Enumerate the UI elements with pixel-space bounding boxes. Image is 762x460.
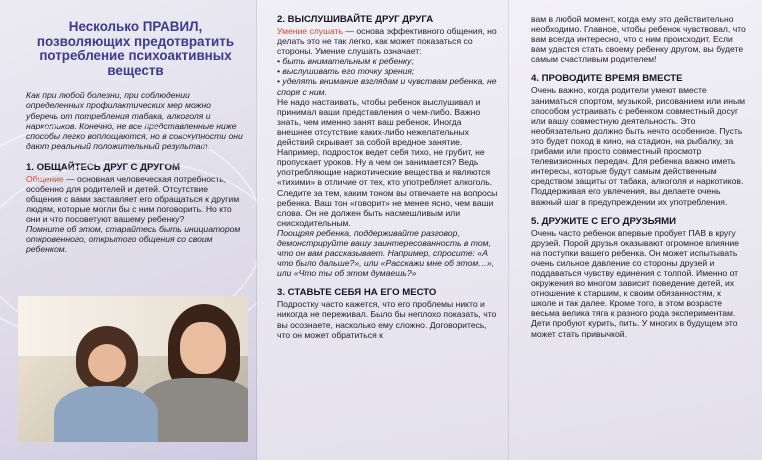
section-1-body: — основная человеческая потребность, особенно для родителей и детей. Отсутствие общения с вами заставляет его обращаться к другим людям, которые могли бы с ним поговорить. Но кто они и что посоветуют вашему ребенку? — [26, 173, 240, 225]
section-1-italic: Помните об этом, старайтесь быть инициатором откровенного, открытого общения со своим ребенком. — [26, 224, 241, 255]
section-2-text — [277, 26, 499, 56]
section-2-accent: Умение слушать — [277, 26, 343, 36]
section-2-bullets — [277, 56, 499, 96]
middle-panel — [257, 0, 509, 460]
list-item: • уделять внимание взглядам и чувствам ребенка, не споря с ним. — [277, 76, 497, 97]
leaflet-title: Несколько ПРАВИЛ, позволяющих предотвратить потребление психоактивных веществ — [36, 19, 235, 78]
section-3-continued: вам в любой момент, когда ему это действительно необходимо. Главное, чтобы ребенок чувствовал, что вам всегда интересно, что с ним происходит. Если вам удастся стать своему ребенку другом, вы будете самым счастливым родителем! — [531, 14, 746, 65]
mother-daughter-photo — [18, 296, 248, 442]
right-panel — [509, 0, 762, 460]
section-5-heading: 5. ДРУЖИТЕ С ЕГО ДРУЗЬЯМИ — [531, 215, 677, 227]
section-4-text: Очень важно, когда родители умеют вместе заниматься спортом, музыкой, рисованием или иным способом устраивать с ребенком совместный досуг или вашу совместную деятельность. Это необязательно должно быть нечто особенное. Пусть это будет поход в кино, на стадион, на рыбалку, за грибами или просто совместный просмотр телевизионных передач. Для ребенка важно иметь интересы, которые будут самым действенным средством защиты от табака, алкоголя и наркотиков. Поддерживая его увлечения, вы делаете очень важный шаг в предупреждении их употребления. — [531, 85, 746, 207]
section-1-text — [26, 174, 245, 224]
section-2-heading: 2. ВЫСЛУШИВАЙТЕ ДРУГ ДРУГА — [277, 14, 434, 25]
section-3-text: Подростку часто кажется, что его проблемы никто и никогда не переживал. Было бы неплохо показать, что вы осознаете, насколько ему сложно. Договоритесь, что он может обратиться к — [277, 299, 497, 340]
section-5-text: Очень часто ребенок впервые пробует ПАВ в кругу друзей. Порой друзья оказывают огромное влияние на поступки вашего ребенка. Он может испытывать очень сильное давление со стороны друзей и поддаваться чувству единения с толпой. Именно от окружения во многом зависит поведение детей, их отношение к старшим, к своим обязанностям, к школе и так далее. Кроме того, в этом возрасте весьма велика тяга к разного рода экспериментам. Дети пробуют курить, пить. У многих в будущем это может стать привычкой. — [531, 227, 739, 339]
section-2-body: — основа эффективного общения, но делать это не так легко, как может показаться со стороны. Умение слушать означает: — [277, 26, 497, 57]
section-3-heading: 3. СТАВЬТЕ СЕБЯ НА ЕГО МЕСТО — [277, 287, 437, 299]
left-panel — [0, 0, 257, 460]
list-item: • быть внимательным к ребенку; — [277, 56, 414, 67]
section-2-italic: Поощряя ребенка, поддерживайте разговор, демонстрируйте вашу заинтересованность в том, что он вам рассказывает. Например, спросите: «А что было дальше?», или «Расскажи мне об этом…», или «Что ты об этом думаешь?» — [277, 227, 494, 279]
section-2-text-2: Не надо настаивать, чтобы ребенок выслушивал и принимал ваши представления о чем-либо. Важно знать, чем именно занят ваш ребенок. Иногда внешнее отсутствие каких-либо нежелательных действий скрывает за собой вредное занятие. Например, подросток ведет себя тихо, не грубит, не пропускает уроков. Ну а чем он занимается? Ведь употребляющие наркотические вещества и являются «тихими» в отличие от тех, кто употребляет алкоголь. Следите за тем, каким тоном вы отвечаете на вопросы ребенка. Ваш тон «говорит» не менее ясно, чем ваши слова. Он не должен быть насмешливым или снисходительным. — [277, 96, 498, 228]
intro-paragraph: Как при любой болезни, при соблюдении определенных профилактических мер можно уберечь от потребления табака, алкоголя и наркотиков. Конечно, не все представленные ниже способы легко воплощаются, но в совокупности они дают реальный положительный результат. — [26, 90, 243, 152]
section-1-heading: 1. ОБЩАЙТЕСЬ ДРУГ С ДРУГОМ — [26, 161, 180, 173]
section-4-heading: 4. ПРОВОДИТЕ ВРЕМЯ ВМЕСТЕ — [531, 73, 683, 85]
section-1-accent: Общение — [26, 173, 64, 184]
list-item: • выслушивать его точку зрения; — [277, 66, 415, 77]
